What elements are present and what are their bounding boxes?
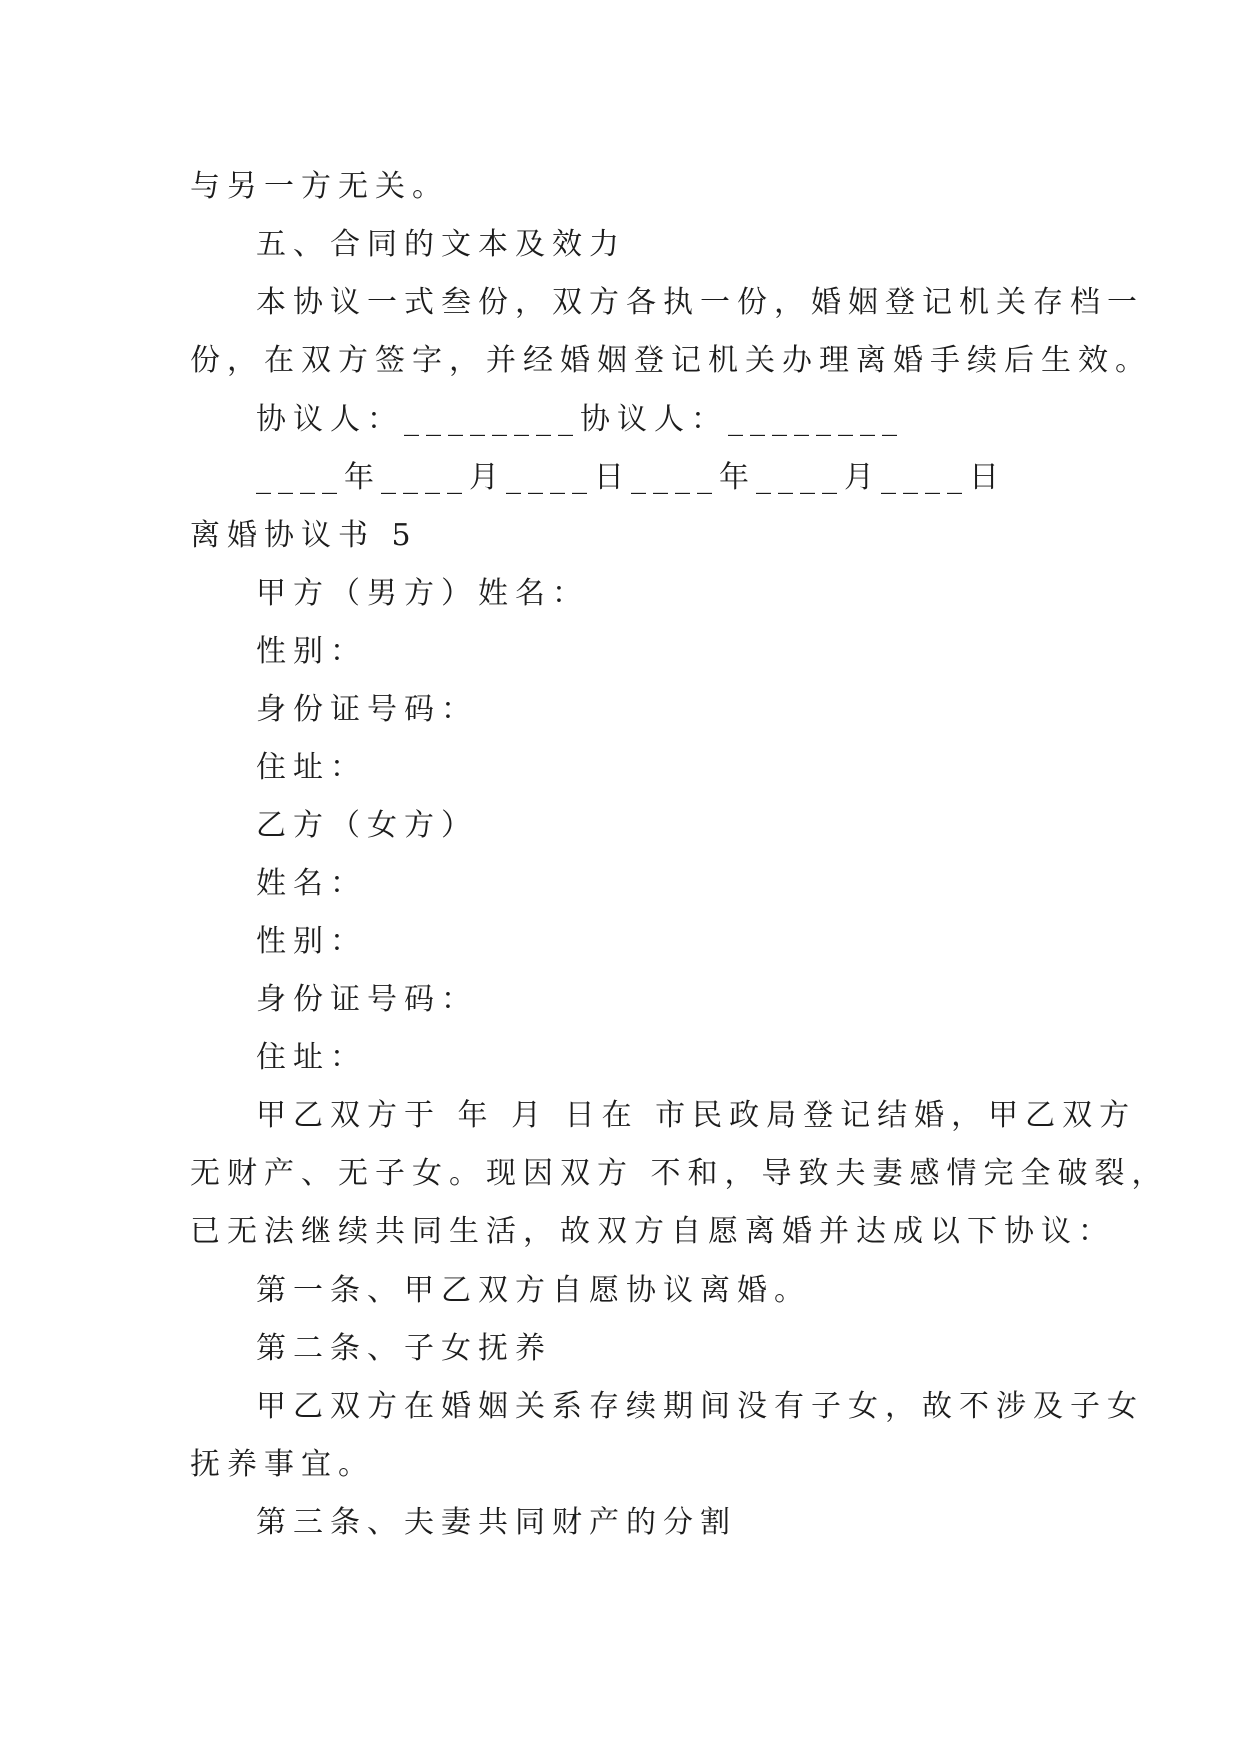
paragraph-line: 无财产、无子女。现因双方 不和，导致夫妻感情完全破裂，	[190, 1156, 1169, 1191]
paragraph-line: 本协议一式叁份，双方各执一份，婚姻登记机关存档一	[256, 285, 1144, 320]
section-heading: 五、合同的文本及效力	[256, 227, 626, 262]
paragraph-line: 甲乙双方在婚姻关系存续期间没有子女，故不涉及子女	[256, 1389, 1144, 1424]
party-a-address-label: 住址：	[256, 750, 367, 785]
paragraph-line: 已无法继续共同生活，故双方自愿离婚并达成以下协议：	[190, 1214, 1115, 1249]
article-three-heading: 第三条、夫妻共同财产的分割	[256, 1505, 737, 1540]
paragraph-line: 抚养事宜。	[190, 1447, 375, 1482]
article-one: 第一条、甲乙双方自愿协议离婚。	[256, 1273, 811, 1308]
paragraph-line: 甲乙双方于 年 月 日在 市民政局登记结婚，甲乙双方	[256, 1098, 1137, 1133]
party-b-heading: 乙方（女方）	[256, 808, 478, 843]
article-two-heading: 第二条、子女抚养	[256, 1331, 552, 1366]
party-b-gender-label: 性别：	[256, 924, 367, 959]
document-title: 离婚协议书 5	[190, 518, 418, 553]
party-b-name-label: 姓名：	[256, 866, 367, 901]
paragraph-line: 与另一方无关。	[190, 169, 449, 204]
party-a-name-label: 甲方（男方）姓名：	[256, 576, 589, 611]
party-a-gender-label: 性别：	[256, 634, 367, 669]
signatory-line: 协议人：________协议人：________	[256, 402, 904, 437]
paragraph-line: 份，在双方签字，并经婚姻登记机关办理离婚手续后生效。	[190, 343, 1152, 378]
date-line: ____年____月____日____年____月____日	[256, 460, 1006, 495]
party-b-id-label: 身份证号码：	[256, 982, 478, 1017]
party-b-address-label: 住址：	[256, 1040, 367, 1075]
party-a-id-label: 身份证号码：	[256, 692, 478, 727]
